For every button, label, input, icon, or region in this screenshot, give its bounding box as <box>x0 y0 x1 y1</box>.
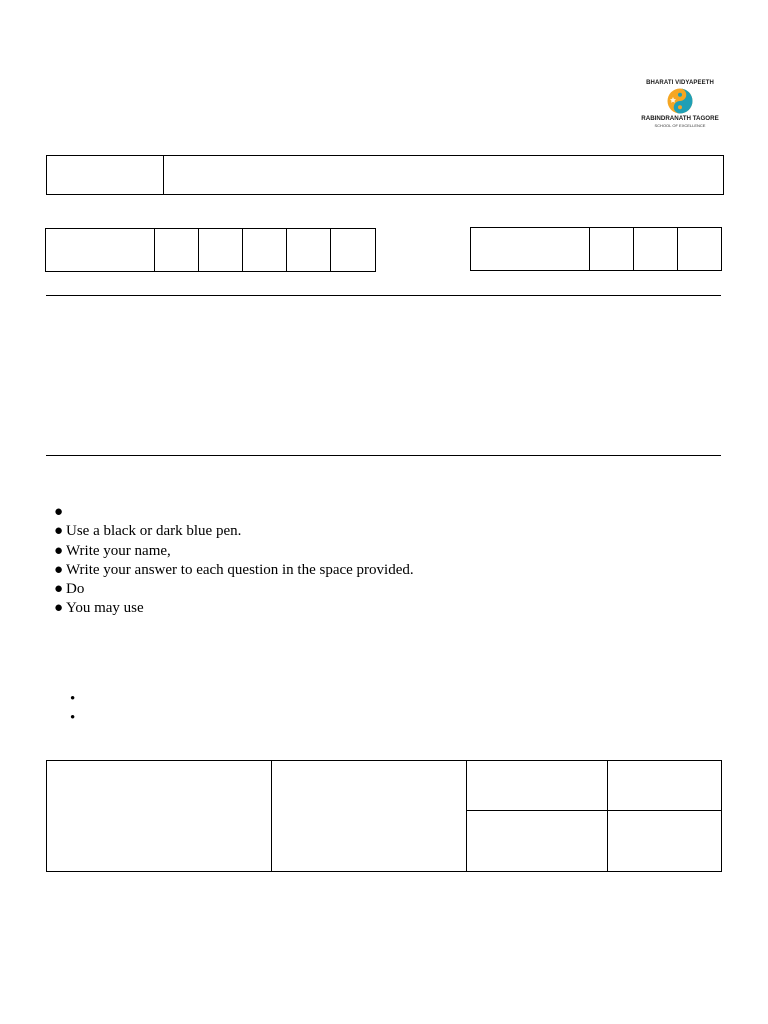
table-cell[interactable] <box>47 761 271 871</box>
secondary-list-item <box>70 709 75 728</box>
instruction-item: ● Write your name, <box>54 542 414 561</box>
table-cell[interactable] <box>467 811 607 871</box>
table-cell[interactable] <box>608 811 721 871</box>
instruction-item: ● You may use <box>54 599 414 618</box>
bullet-icon: ● <box>54 581 64 598</box>
table-cell[interactable] <box>608 761 721 810</box>
secondary-list-item <box>70 690 75 709</box>
bullet-icon: ● <box>54 561 64 578</box>
instructions-list <box>54 503 414 619</box>
candidate-number-box[interactable] <box>470 227 722 271</box>
yin-yang-emblem-icon <box>667 88 693 114</box>
candidate-number-divider <box>633 228 634 270</box>
school-logo <box>634 80 726 134</box>
instruction-item <box>54 503 414 522</box>
bullet-icon: ● <box>54 523 64 540</box>
instruction-item: ● Do <box>54 580 414 599</box>
marks-table <box>46 760 722 872</box>
section-divider-bottom <box>46 455 721 456</box>
instruction-item: ● Write your answer to each question in the space provided. <box>54 561 414 580</box>
bullet-icon: ● <box>54 600 64 617</box>
name-field-divider <box>163 156 164 194</box>
centre-number-divider <box>198 229 199 271</box>
section-divider-top <box>46 295 721 296</box>
centre-number-divider <box>154 229 155 271</box>
bullet-icon: ● <box>54 504 64 520</box>
centre-number-box[interactable] <box>45 228 376 272</box>
name-field-box[interactable] <box>46 155 724 195</box>
secondary-list <box>70 690 75 728</box>
candidate-number-divider <box>677 228 678 270</box>
bullet-icon: ● <box>54 542 64 559</box>
logo-middle-text: RABINDRANATH TAGORE <box>641 115 719 122</box>
table-cell[interactable] <box>272 761 466 871</box>
bullet-icon: • <box>70 691 76 707</box>
logo-top-text: BHARATI VIDYAPEETH <box>646 80 714 86</box>
centre-number-divider <box>242 229 243 271</box>
centre-number-divider <box>330 229 331 271</box>
centre-number-divider <box>286 229 287 271</box>
bullet-icon: • <box>70 710 76 726</box>
logo-bottom-text: SCHOOL OF EXCELLENCE <box>654 123 706 128</box>
candidate-number-divider <box>589 228 590 270</box>
instruction-item: ● Use a black or dark blue pen. <box>54 522 414 541</box>
table-cell[interactable] <box>467 761 607 810</box>
